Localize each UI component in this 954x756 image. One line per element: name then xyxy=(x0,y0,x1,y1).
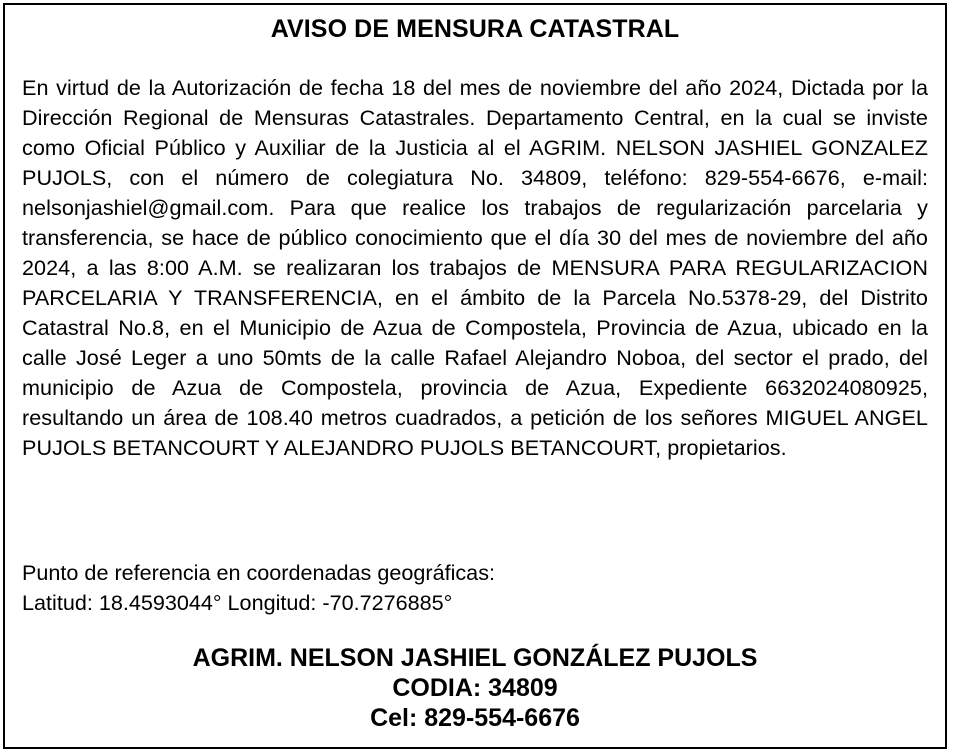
signature-codia: CODIA: 34809 xyxy=(392,674,558,702)
notice-title: AVISO DE MENSURA CATASTRAL xyxy=(270,15,680,43)
signature-name: AGRIM. NELSON JASHIEL GONZÁLEZ PUJOLS xyxy=(192,644,758,672)
signature-block xyxy=(5,643,945,733)
reference-heading: Punto de referencia en coordenadas geográficas: xyxy=(22,560,495,585)
reference-coordinates: Latitud: 18.4593044° Longitud: -70.7276885° xyxy=(22,590,453,615)
notice-body: En virtud de la Autorización de fecha 18 del mes de noviembre del año 2024, Dictada por la Dirección Regional de Mensuras Catastrales. Departamento Central, en la cual se inviste como Oficial Público y Auxiliar de la Justicia al el AGRIM. NELSON JASHIEL GONZALEZ PUJOLS, con el número de colegiatura No. 34809, teléfono: 829-554-6676, e-mail: nelsonjashiel@gmail.com. Para que realice los trabajos de regularización parcelaria y transferencia, se hace de público conocimiento que el día 30 del mes de noviembre del año 2024, a las 8:00 A.M. se realizaran los trabajos de MENSURA PARA REGULARIZACION PARCELARIA Y TRANSFERENCIA, en el ámbito de la Parcela No.5378-29, del Distrito Catastral No.8, en el Municipio de Azua de Compostela, Provincia de Azua, ubicado en la calle José Leger a uno 50mts de la calle Rafael Alejandro Noboa, del sector el prado, del municipio de Azua de Compostela, provincia de Azua, Expediente 6632024080925, resultando un área de 108.40 metros cuadrados, a petición de los señores MIGUEL ANGEL PUJOLS BETANCOURT Y ALEJANDRO PUJOLS BETANCOURT, propietarios. xyxy=(22,75,928,460)
reference-block xyxy=(22,558,928,618)
signature-cel: Cel: 829-554-6676 xyxy=(370,704,580,732)
notice-box xyxy=(3,3,947,749)
